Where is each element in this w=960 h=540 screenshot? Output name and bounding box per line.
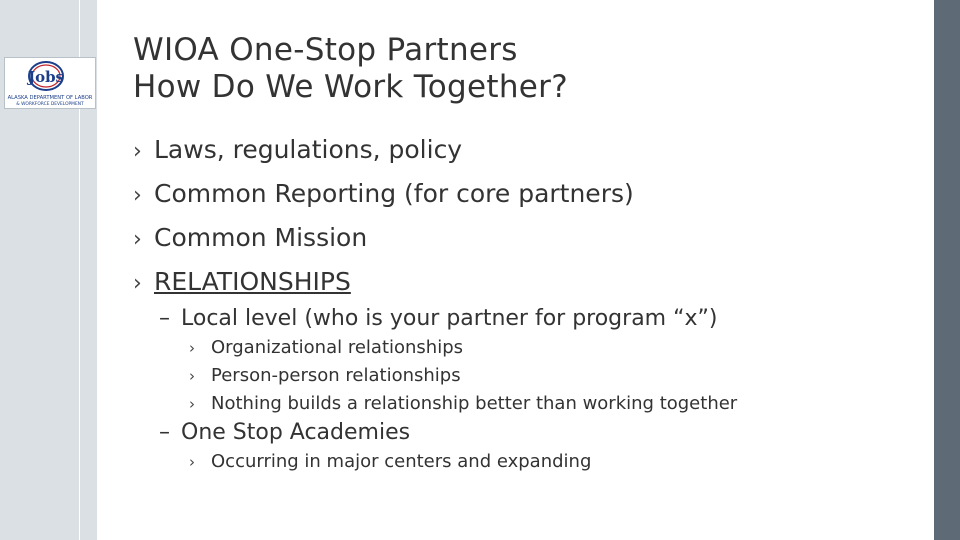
bullet-marker: › [133,183,142,208]
svg-text:ALASKA DEPARTMENT OF LABOR: ALASKA DEPARTMENT OF LABOR [7,95,93,101]
bullet-marker: › [189,395,195,413]
bullet-text: RELATIONSHIPS [154,267,351,296]
bullet-text: Common Mission [154,223,368,252]
sub-sub-bullet-item [189,334,923,362]
svg-text:Jobs: Jobs [27,68,65,86]
bullet-marker: › [189,339,195,357]
sub-sub-bullet-item [189,448,923,476]
dash-marker: – [159,306,170,331]
bullet-item [133,260,923,304]
bullet-item [133,128,923,172]
bullet-item [133,216,923,260]
bullet-text: Laws, regulations, policy [154,135,463,164]
alaska-jobs-logo [4,57,96,109]
sub-bullet-text: Local level (who is your partner for program “x”) [181,306,718,331]
bullet-marker: › [133,271,142,296]
sub-sub-bullet-item [189,390,923,418]
title-line-1: WIOA One-Stop Partners [133,32,518,68]
sub-sub-bullet-text: Organizational relationships [211,337,464,358]
dash-marker: – [159,420,170,445]
sub-sub-bullet-text: Occurring in major centers and expanding [211,451,592,472]
bullet-marker: › [189,367,195,385]
title-line-2: How Do We Work Together? [133,69,568,105]
sub-bullet-text: One Stop Academies [181,420,411,445]
sub-sub-bullet-item [189,362,923,390]
slide-title [133,32,568,106]
sub-bullet-item [159,418,923,448]
bullet-marker: › [133,227,142,252]
sub-sub-bullet-text: Person-person relationships [211,365,461,386]
bullet-marker: › [189,453,195,471]
sub-sub-bullet-text: Nothing builds a relationship better than working together [211,393,738,414]
bullet-item [133,172,923,216]
right-accent-bar [934,0,960,540]
sub-bullet-item [159,304,923,334]
svg-text:& WORKFORCE DEVELOPMENT: & WORKFORCE DEVELOPMENT [16,102,84,107]
bullet-text: Common Reporting (for core partners) [154,179,634,208]
bullet-list [133,128,923,476]
bullet-marker: › [133,139,142,164]
